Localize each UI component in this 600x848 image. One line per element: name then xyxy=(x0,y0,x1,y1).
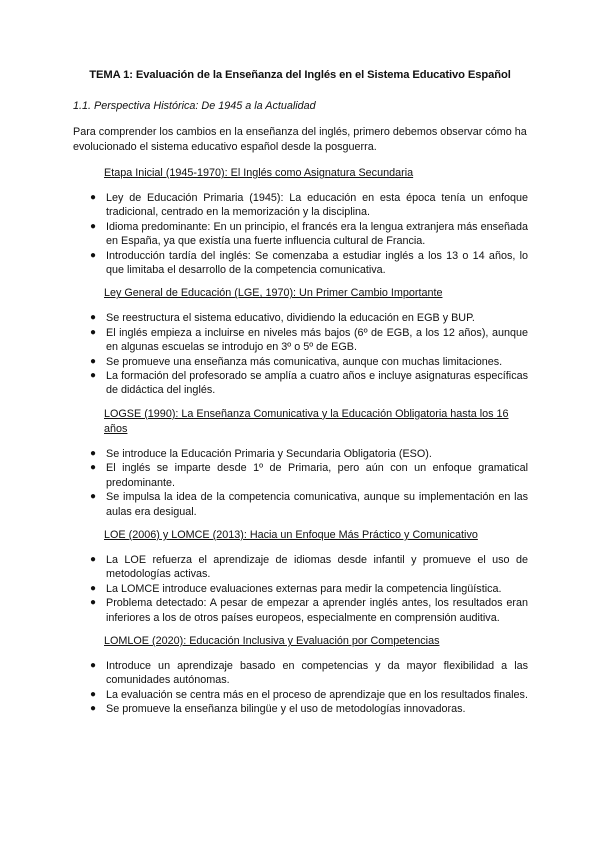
bullet-list xyxy=(72,447,528,519)
bullet-icon: ● xyxy=(90,462,97,474)
bullet-list xyxy=(72,659,528,717)
list-item: ● Se introduce la Educación Primaria y Secundaria Obligatoria (ESO). xyxy=(90,447,432,460)
bullet-icon: ● xyxy=(90,312,97,324)
bullet-icon: ● xyxy=(90,491,97,503)
list-item: ● Se reestructura el sistema educativo, dividiendo la educación en EGB y BUP. xyxy=(90,312,475,325)
bullet-icon: ● xyxy=(90,326,97,338)
document-subtitle: 1.1. Perspectiva Histórica: De 1945 a la Actualidad xyxy=(73,100,316,112)
document-page xyxy=(72,68,528,726)
section-heading: LOGSE (1990): La Enseñanza Comunicativa y la Educación Obligatoria hasta los 16 años xyxy=(104,407,509,435)
list-item: ● Introduce un aprendizaje basado en competencias y da mayor flexibilidad a las comunidades autónomas. xyxy=(90,659,528,687)
bullet-icon: ● xyxy=(90,553,97,565)
list-item: ● La evaluación se centra más en el proceso de aprendizaje que en los resultados finales. xyxy=(90,688,528,701)
list-item: ● El inglés empieza a incluirse en niveles más bajos (6º de EGB, a los 12 años), aunque en algunas escuelas se introdujo en 3º o 5º de EGB. xyxy=(90,326,528,354)
list-item: ● Se impulsa la idea de la competencia comunicativa, aunque su implementación en las aulas era desigual. xyxy=(90,491,528,518)
section-heading: LOE (2006) y LOMCE (2013): Hacia un Enfoque Más Práctico y Comunicativo xyxy=(104,528,478,541)
list-item: ● El inglés se imparte desde 1º de Primaria, pero aún con un enfoque gramatical predominante. xyxy=(90,462,528,489)
list-item: ● La formación del profesorado se amplía a cuatro años e incluye asignaturas específicas de didáctica del inglés. xyxy=(90,370,528,397)
bullet-icon: ● xyxy=(90,370,97,382)
list-item: ● Ley de Educación Primaria (1945): La educación en esta época tenía un enfoque tradicional, centrado en la memorización y la disciplina. xyxy=(90,192,528,219)
list-item: ● Problema detectado: A pesar de empezar a aprender inglés antes, los resultados eran inferiores a los de otros países europeos, especialmente en comprensión auditiva. xyxy=(90,597,528,624)
bullet-icon: ● xyxy=(90,447,97,459)
list-item: ● La LOMCE introduce evaluaciones externas para medir la competencia lingüística. xyxy=(90,582,502,595)
list-item: ● Se promueve una enseñanza más comunicativa, aunque con muchas limitaciones. xyxy=(90,355,503,368)
bullet-icon: ● xyxy=(90,597,97,609)
section-heading: Ley General de Educación (LGE, 1970): Un Primer Cambio Importante xyxy=(104,287,443,300)
section-heading: Etapa Inicial (1945-1970): El Inglés como Asignatura Secundaria xyxy=(104,167,414,179)
bullet-icon: ● xyxy=(90,192,97,203)
list-item: ● Se promueve la enseñanza bilingüe y el uso de metodologías innovadoras. xyxy=(90,703,466,716)
section-heading: LOMLOE (2020): Educación Inclusiva y Evaluación por Competencias xyxy=(104,634,440,647)
bullet-list xyxy=(72,191,528,277)
bullet-icon: ● xyxy=(90,582,97,594)
bullet-list xyxy=(72,553,528,625)
intro-paragraph: Para comprender los cambios en la enseñanza del inglés, primero debemos observar cómo ha evolucionado el sistema educativo español desde la posguerra. xyxy=(73,126,527,153)
document-title: TEMA 1: Evaluación de la Enseñanza del Inglés en el Sistema Educativo Español xyxy=(89,69,511,81)
list-item: ● Introducción tardía del inglés: Se comenzaba a estudiar inglés a los 13 o 14 años, lo que limitaba el desarrollo de la competencia comunicativa. xyxy=(90,249,528,277)
bullet-icon: ● xyxy=(90,703,97,715)
list-item: ● Idioma predominante: En un principio, el francés era la lengua extranjera más enseñada en España, ya que existía una fuerte influencia cultural de Francia. xyxy=(90,220,528,248)
bullet-icon: ● xyxy=(90,355,97,367)
bullet-icon: ● xyxy=(90,249,97,261)
list-item: ● La LOE refuerza el aprendizaje de idiomas desde infantil y promueve el uso de metodologías activas. xyxy=(90,553,528,581)
bullet-icon: ● xyxy=(90,659,97,671)
bullet-list xyxy=(72,311,528,397)
bullet-icon: ● xyxy=(90,220,97,232)
bullet-icon: ● xyxy=(90,688,97,700)
